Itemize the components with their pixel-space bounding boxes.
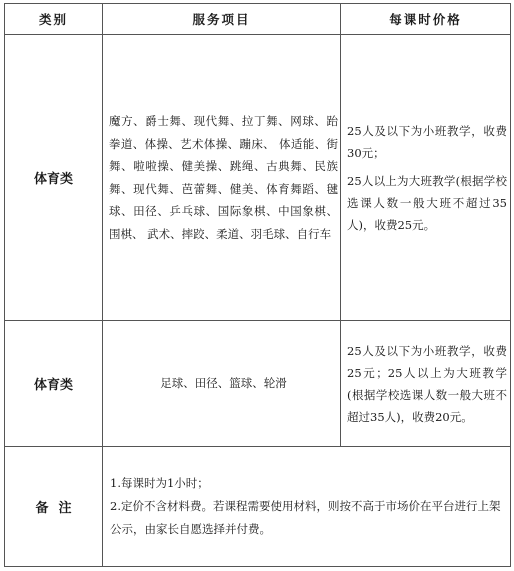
remarks-row bbox=[5, 447, 511, 567]
price-line: 25人以上为大班教学(根据学校选课人数一般大班不超过35人)，收费25元。 bbox=[347, 173, 507, 232]
remarks-content bbox=[103, 447, 511, 567]
service-fee-table bbox=[4, 3, 511, 567]
price-line: 25人及以下为小班教学，收费30元； bbox=[347, 123, 507, 160]
row-category: 体育类 bbox=[5, 321, 103, 447]
row-service-items: 魔方、爵士舞、现代舞、拉丁舞、网球、跆拳道、体操、艺术体操、蹦床、 体适能、街舞、啦啦操、健美操、跳绳、古典舞、民族舞、现代舞、芭蕾舞、健美、体育舞蹈、毽球、田径、乒乓球、国际象棋、中国象棋、围棋、 武术、摔跤、柔道、羽毛球、自行车 bbox=[103, 35, 341, 321]
table-row bbox=[5, 321, 511, 447]
remarks-label: 备注 bbox=[5, 447, 103, 567]
table-row bbox=[5, 35, 511, 321]
row-service-items: 足球、田径、篮球、轮滑 bbox=[103, 321, 341, 447]
remark-line: 1.每课时为1小时； bbox=[110, 476, 209, 490]
header-service-items: 服务项目 bbox=[103, 4, 341, 35]
remark-line: 2.定价不含材料费。若课程需要使用材料，则按不高于市场价在平台进行上架公示，由家长自愿选择并付费。 bbox=[110, 499, 501, 536]
row-category: 体育类 bbox=[5, 35, 103, 321]
row-price: 25人及以下为小班教学，收费25元；25人以上为大班教学(根据学校选课人数一般大班不超过35人)，收费20元。 bbox=[341, 321, 511, 447]
table-header-row bbox=[5, 4, 511, 35]
header-price-per-lesson: 每课时价格 bbox=[341, 4, 511, 35]
header-category: 类别 bbox=[5, 4, 103, 35]
row-price bbox=[341, 35, 511, 321]
